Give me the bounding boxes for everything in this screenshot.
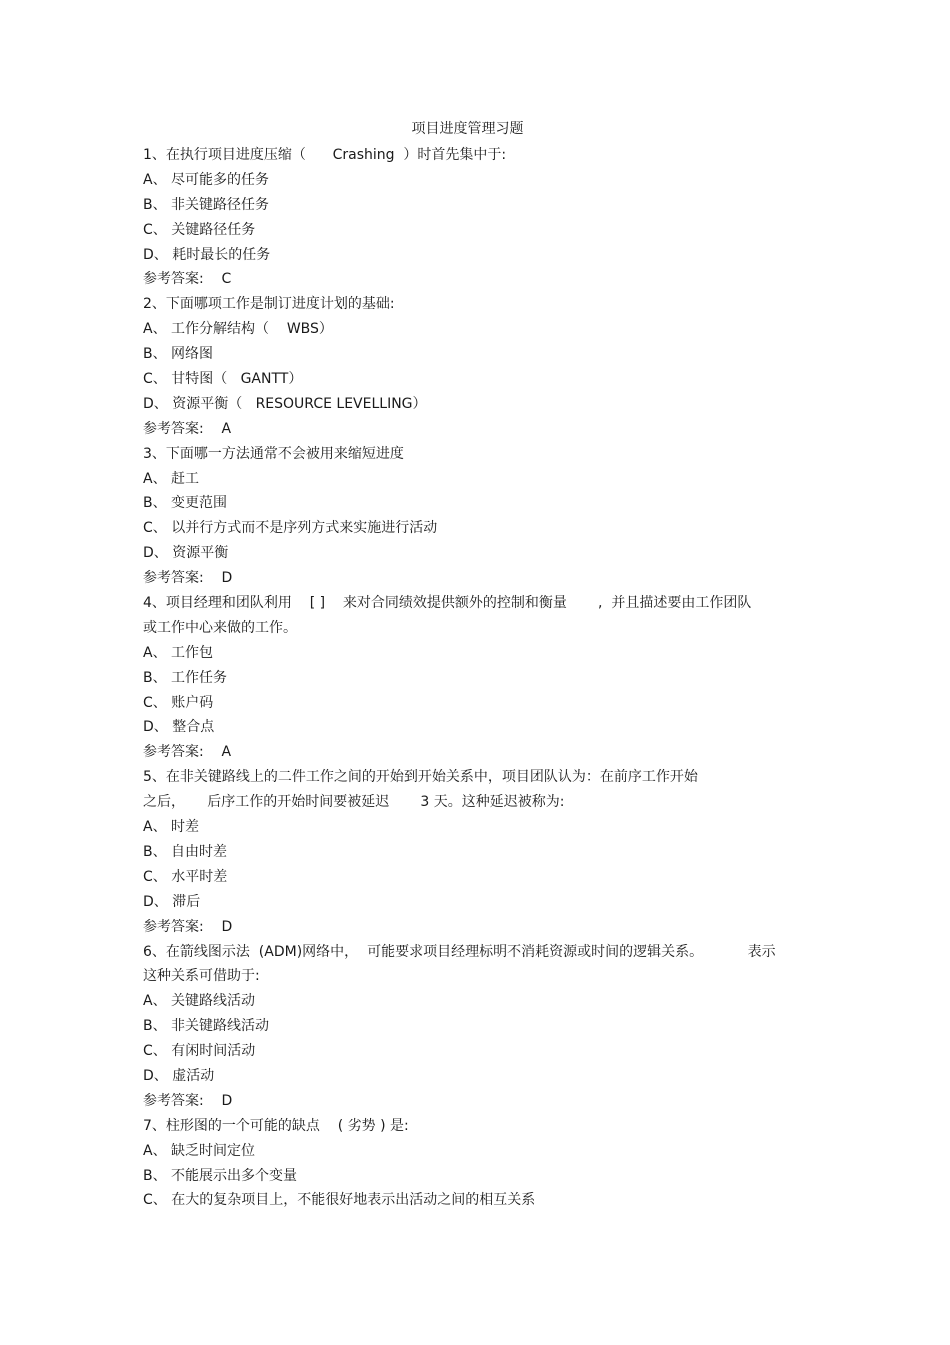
text-line: C、 关键路径任务 [143,221,256,238]
text-line: A、 时差 [143,819,200,836]
text-line: A、 工作分解结构（ WBS） [143,321,333,338]
text-line: 5、在非关键路线上的二件工作之间的开始到开始关系中，项目团队认为：在前序工作开始 [143,769,698,786]
text-line: C、 账户码 [143,694,214,711]
text-line: 这种关系可借助于: [143,968,260,985]
text-line: A、 工作包 [143,644,214,661]
text-line: B、 非关键路线活动 [143,1018,270,1035]
text-line: 3、下面哪一方法通常不会被用来缩短进度 [143,445,404,462]
text-line: B、 自由时差 [143,843,228,860]
text-line: B、 不能展示出多个变量 [143,1167,298,1184]
text-line: 6、在箭线图示法 (ADM)网络中， 可能要求项目经理标明不消耗资源或时间的逻辑关系。 表示 [143,943,776,960]
text-line: D、 耗时最长的任务 [143,246,271,263]
text-line: A、 尽可能多的任务 [143,171,270,188]
text-line: B、 非关键路径任务 [143,196,270,213]
text-line: C、 有闲时间活动 [143,1043,256,1060]
text-line: C、 以并行方式而不是序列方式来实施进行活动 [143,520,438,537]
text-line: B、 网络图 [143,346,214,363]
text-line: B、 变更范围 [143,495,228,512]
text-line: 参考答案: A [143,420,232,437]
text-line: A、 缺乏时间定位 [143,1142,256,1159]
text-line: D、 整合点 [143,719,215,736]
text-line: 参考答案: D [143,1092,233,1109]
text-line: A、 赶工 [143,470,200,487]
text-line: D、 资源平衡（ RESOURCE LEVELLING） [143,395,427,412]
text-line: 之后， 后序工作的开始时间要被延迟 3 天。这种延迟被称为: [143,794,565,811]
text-line: D、 滞后 [143,893,201,910]
text-line: 2、下面哪项工作是制订进度计划的基础: [143,296,395,313]
text-line: 参考答案: D [143,570,233,587]
document-body [143,143,823,1213]
text-line: 参考答案: C [143,271,232,288]
text-line: 7、柱形图的一个可能的缺点 ( 劣势 ) 是: [143,1117,409,1134]
text-line: D、 虚活动 [143,1067,215,1084]
text-line: 参考答案: A [143,744,232,761]
text-line: 1、在执行项目进度压缩（ Crashing ）时首先集中于: [143,147,507,163]
text-line: A、 关键路线活动 [143,993,256,1010]
document-title: 项目进度管理习题 [411,121,524,137]
text-line: 4、项目经理和团队利用 [ ] 来对合同绩效提供额外的控制和衡量 , 并且描述要由工作团队 [143,595,752,612]
text-line: B、 工作任务 [143,669,228,686]
text-line: C、 甘特图（ GANTT） [143,371,303,388]
text-line: D、 资源平衡 [143,545,229,562]
text-line: C、 在大的复杂项目上，不能很好地表示出活动之间的相互关系 [143,1192,536,1209]
text-line: C、 水平时差 [143,868,228,885]
text-line: 或工作中心来做的工作。 [143,619,297,636]
text-line: 参考答案: D [143,918,233,935]
